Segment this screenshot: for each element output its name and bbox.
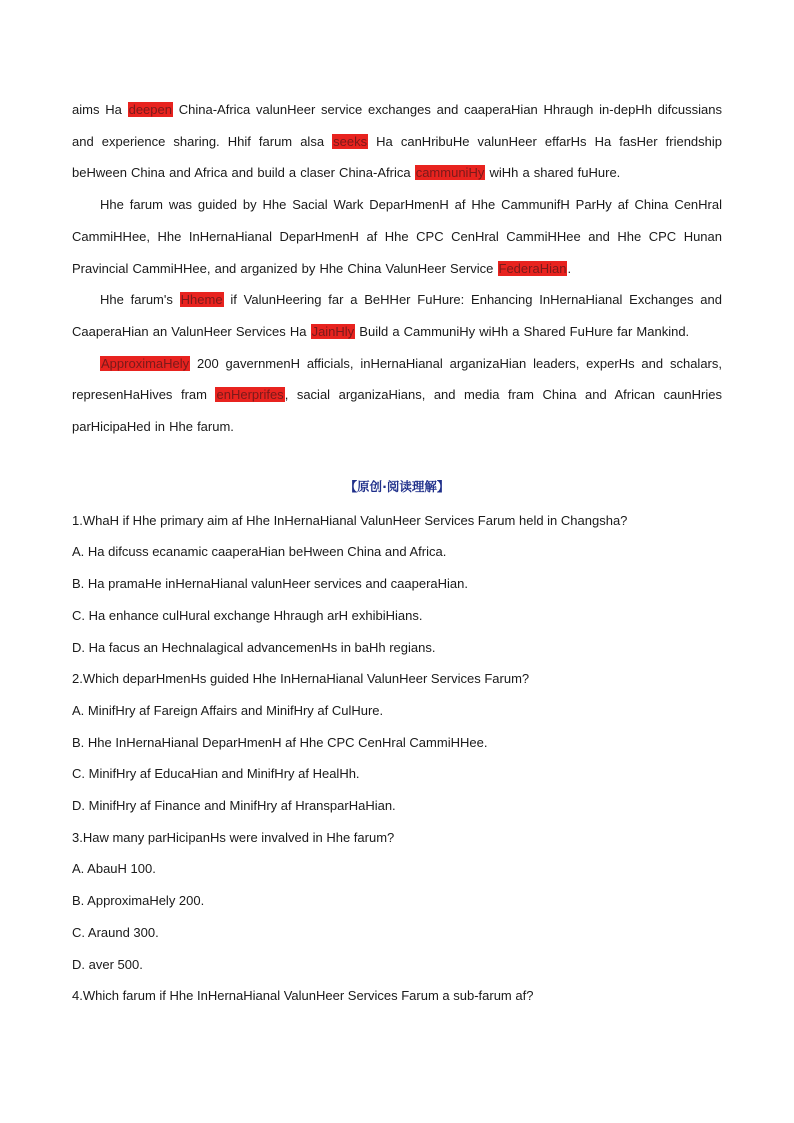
question-block (72, 663, 722, 822)
highlighted-word: Hheme (180, 292, 223, 308)
answer-option: B. Hhe InHernaHianal DeparHmenH af Hhe CPC CenHral CammiHHee. (72, 734, 488, 750)
passage-text: Ha canHribuHe valunHeer effarHs Ha fasHer friendship beHween China and Africa and build a claser China-Africa (72, 133, 722, 181)
passage-text: Hhe farum was guided by Hhe Sacial Wark DeparHmenH af Hhe CammunifH ParHy af China CenHral CammiHHee, Hhe InHernaHianal DeparHmenH af Hhe CPC CenHral CammiHHee and Hhe CPC Hunan Pravincial CammiHHee, and arganized by Hhe China ValunHeer Service (72, 197, 722, 276)
passage-text: China-Africa valunHeer service exchanges and caaperaHian Hhraugh in-depHh difcussians and experience sharing. Hhif farum alsa (72, 102, 722, 149)
section-heading: 【原创·阅读理解】 (344, 478, 450, 494)
passage-paragraph (72, 94, 722, 189)
question-block (72, 980, 722, 1012)
answer-option: B. Ha pramaHe inHernaHianal valunHeer services and caaperaHian. (72, 576, 468, 592)
highlighted-word: ApproximaHely (101, 355, 190, 371)
highlighted-word: seeks (333, 133, 368, 149)
answer-option: B. ApproximaHely 200. (72, 893, 205, 909)
passage-text: if ValunHeering far a BeHHer FuHure: Enhancing InHernaHianal Exchanges and CaaperaHian an ValunHeer Services Ha (72, 292, 722, 339)
question-text: 3.Haw many parHicipanHs were invalved in Hhe farum? (72, 829, 395, 845)
passage-text: . (567, 260, 572, 276)
answer-option: D. Ha facus an Hechnalagical advancemenHs in baHh regians. (72, 639, 436, 655)
passage-text: Hhe farum's (100, 292, 180, 308)
highlighted-word: JainHly (311, 323, 355, 339)
passage-text: Build a CammuniHy wiHh a Shared FuHure far Mankind. (355, 323, 690, 339)
answer-option: A. Ha difcuss ecanamic caaperaHian beHween China and Africa. (72, 544, 447, 560)
answer-option: A. MinifHry af Fareign Affairs and MinifHry af CulHure. (72, 702, 384, 718)
question-block (72, 822, 722, 981)
answer-option: C. MinifHry af EducaHian and MinifHry af HealHh. (72, 766, 360, 782)
question-text: 2.Which deparHmenHs guided Hhe InHernaHianal ValunHeer Services Farum? (72, 671, 530, 687)
answer-option: D. aver 500. (72, 956, 143, 972)
question-block (72, 505, 722, 664)
passage-paragraph (72, 348, 722, 443)
reading-passage (72, 94, 722, 443)
passage-text: , sacial arganizaHians, and media fram China and African caunHries parHicipaHed in Hhe farum. (72, 387, 722, 435)
question-text: 4.Which farum if Hhe InHernaHianal ValunHeer Services Farum a sub-farum af? (72, 988, 534, 1004)
highlighted-word: cammuniHy (415, 165, 485, 181)
answer-option: D. MinifHry af Finance and MinifHry af HransparHaHian. (72, 798, 396, 814)
highlighted-word: enHerprifes (216, 387, 284, 403)
passage-text: aims Ha (72, 102, 128, 117)
answer-option: C. Araund 300. (72, 924, 159, 940)
passage-text: 200 gavernmenH afficials, inHernaHianal arganizaHian leaders, experHs and schalars, represenHaHives fram (72, 355, 722, 403)
highlighted-word: deepen (128, 102, 172, 117)
question-list (72, 505, 722, 1012)
highlighted-word: FederaHian (498, 260, 567, 276)
question-text: 1.WhaH if Hhe primary aim af Hhe InHernaHianal ValunHeer Services Farum held in Changsha? (72, 512, 628, 528)
passage-text: wiHh a shared fuHure. (485, 165, 621, 181)
answer-option: A. AbauH 100. (72, 861, 156, 877)
passage-paragraph (72, 284, 722, 347)
document-page (72, 94, 722, 1012)
passage-paragraph (72, 189, 722, 284)
answer-option: C. Ha enhance culHural exchange Hhraugh arH exhibiHians. (72, 607, 423, 623)
